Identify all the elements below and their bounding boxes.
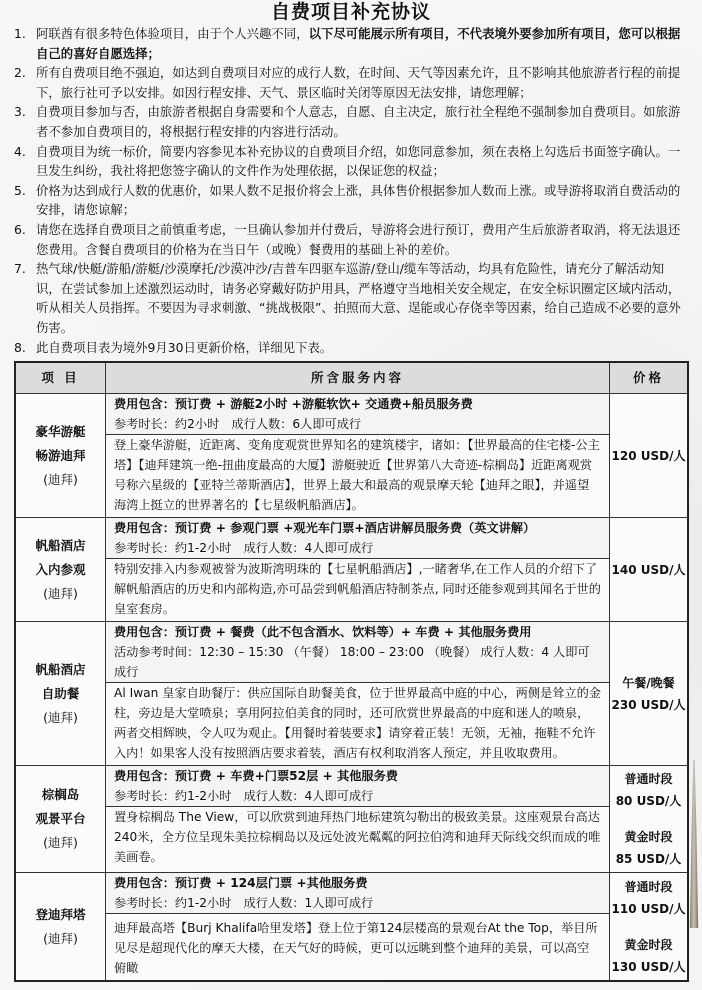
price-cell: 140 USD/人 [611,562,686,577]
list-item: 3. 自费项目参加与否，由旅游者根据自身需要和个人意志，自愿、自主决定，旅行社全程绝不强制参加自费项目。如旅游者不参加自费项目的，将根据行程安排的内容进行活动。 [14,104,681,139]
table-header [16,363,687,393]
header-item: 项 目 [16,363,106,393]
list-item: 4. 自费项目为统一标价，简要内容参见本补充协议的自费项目介绍，如您同意参加，须在表格上勾选后书面签字确认。一旦发生纠纷，我社将把您签字确认的文件作为处理依据，以保证您的权益； [14,143,681,179]
content-cell: 费用包含：预订费 + 车费+门票52层 + 其他服务费 参考时长：约1-2小时 成行人数：4人即可成行 置身棕榈岛 The View，可以欣赏到迪拜热门地标建筑勾勒出的极致美景。这座观景台高达240米，全方位呈现朱美拉棕榈岛以及远处波光粼粼的阿拉伯湾和迪拜天际线交织而成的唯美画卷。 [106,766,610,872]
table-row [16,765,687,872]
list-item: 6. 请您在选择自费项目之前慎重考虑，一旦确认参加并付费后，导游将会进行预订，费用产生后旅游者取消，将无法退还您费用。含餐自费项目的价格为在当日午（或晚）餐费用的基础上补的差价。 [14,221,681,257]
table-row [16,517,687,621]
table-row [16,621,687,765]
list-item: 7. 热气球/快艇/游船/游艇/沙漠摩托/沙漠冲沙/吉普车四驱车巡游/登山/缆车等活动，均具有危险性，请充分了解活动知识，在尝试参加上述激烈运动时，请务必穿戴好防护用具，严格遵守当地相关安全规定，在安全标识圈定区域内活动，听从相关人员指挥。不要因为寻求刺激、“挑战极限”、拍照而大意、逞能或心存侥幸等因素，给自己造成不必要的意外伤害。 [14,261,681,335]
table-row [16,393,687,517]
list-item: 2. 所有自费项目绝不强迫，如达到自费项目对应的成行人数，在时间、天气等因素允许，且不影响其他旅游者行程的前提下，旅行社可予以安排。如因行程安排、天气、景区临时关闭等原因无法安排，请您理解； [14,65,681,100]
header-content: 所含服务内容 [106,363,610,393]
content-cell: 费用包含：预订费 + 124层门票 +其他服务费 参考时长：约1-2小时 成行人数：1人即可成行 迪拜最高塔【Burj Khalifa哈里发塔】登上位于第124层楼高的景观台At the Top，举目所见尽是超现代化的摩天大楼，在天气好的時候，更可以远眺到整个迪拜的美景，可以高空俯瞰 [106,873,610,980]
excursion-table [14,361,689,982]
item-cell: 登迪拜塔 (迪拜) [16,873,106,980]
item-cell: 帆船酒店 入内参观 (迪拜) [16,518,106,621]
content-cell: 费用包含：预订费 + 餐费（此不包含酒水、饮料等）+ 车费 + 其他服务费用 活动参考时间：12:30 – 15:30 （午餐） 18:00 – 23:00 （晚餐） 成行人数：4 人即可成行 Al Iwan 皇家自助餐厅：供应国际自助餐美食，位于世界最高中庭的中心，两侧是耸立的金柱，旁边是大堂喷泉；享用阿拉伯美食的同时，还可欣赏世界最高的中庭和迷人的喷泉，两者交相辉映，令人叹为观止。【用餐时着装要求】请穿着正装！无领，无袖，拖鞋不允许入内！如果客人没有按照酒店要求着装，酒店有权利取消客人预定，并且收取费用。 [106,622,610,765]
page-title: 自费项目补充协议 [270,1,431,23]
list-item: 1. 阿联酋有很多特色体验项目，由于个人兴趣不同，以下尽可能展示所有项目，不代表境外要参加所有项目，您可以根据自己的喜好自愿选择； [14,26,681,61]
list-item: 5. 价格为达到成行人数的优惠价，如果人数不足报价将会上涨，具体售价根据参加人数而上涨。或导游将取消自费活动的安排，请您谅解； [14,182,681,218]
price-cell: 普通时段 80 USD/人 黄金时段 85 USD/人 [615,772,682,867]
price-cell: 120 USD/人 [611,448,686,463]
item-cell: 豪华游艇 畅游迪拜 (迪拜) [16,394,106,517]
list-item: 8. 此自费项目表为境外9月30日更新价格，详细见下表。 [14,339,333,355]
content-cell: 费用包含：预订费 + 游艇2小时 +游艇软饮+ 交通费+船员服务费 参考时长：约2小时 成行人数：6人即可成行 登上豪华游艇，近距离、变角度观赏世界知名的建筑楼宇，诸如：【世界最高的住宅楼-公主塔】【迪拜建筑一绝-扭曲度最高的大厦】游艇驶近【世界第八大奇迹-棕榈岛】近距离观赏号称六星级的【亚特兰蒂斯酒店】，世界上最大和最高的观景摩天轮【迪拜之眼】，并遥望海湾上挺立的世界著名的【七星级帆船酒店】。 [106,394,610,517]
item-cell: 帆船酒店 自助餐 (迪拜) [16,622,106,765]
header-price: 价格 [632,370,664,386]
content-cell: 费用包含：预订费 + 参观门票 +观光车门票+酒店讲解员服务费（英文讲解） 参考时长：约1-2小时 成行人数：4人即可成行 特别安排入内参观被誉为波斯湾明珠的【七星帆船酒店】,一睹奢华,在工作人员的介绍下了解帆船酒店的历史和内部构造,亦可品尝到帆船酒店特制茶点, 同时还能参观到其闻名于世的皇室套房。 [106,518,610,621]
terms-list [14,24,688,357]
table-row [16,872,687,980]
item-cell: 棕榈岛 观景平台 (迪拜) [16,766,106,872]
price-cell: 普通时段 110 USD/人 黄金时段 130 USD/人 [611,879,686,974]
price-cell: 午餐/晚餐 230 USD/人 [611,675,686,712]
